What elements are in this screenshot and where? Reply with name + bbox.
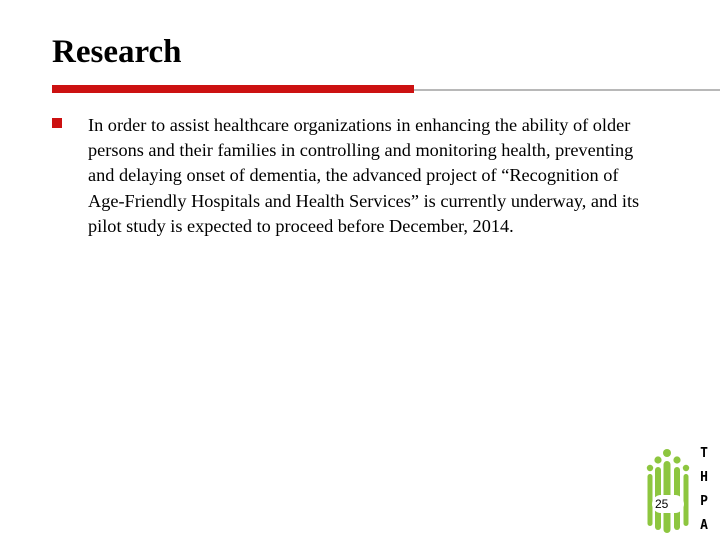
page-number: 25 <box>655 497 669 511</box>
bullet-text: In order to assist healthcare organizations in enhancing the ability of older persons and their families in controlling and monitoring health, preventing and delaying onset of dementia, the advanced project of “Recognition of Age-Friendly Hospitals and Health Services” is currently underway, and its pilot study is expected to proceed before December, 2014. <box>88 115 640 236</box>
logo-letter-t: T <box>700 446 708 461</box>
bullet-item <box>52 113 652 239</box>
logo-letter-p: P <box>700 494 708 509</box>
logo-letter-h: H <box>700 470 708 485</box>
logo-text <box>694 442 714 538</box>
square-bullet-icon <box>52 118 62 128</box>
slide-title: Research <box>52 34 182 70</box>
logo-letter-a: A <box>700 518 708 533</box>
title-divider-red <box>52 85 414 93</box>
people-logo-icon <box>644 440 692 540</box>
